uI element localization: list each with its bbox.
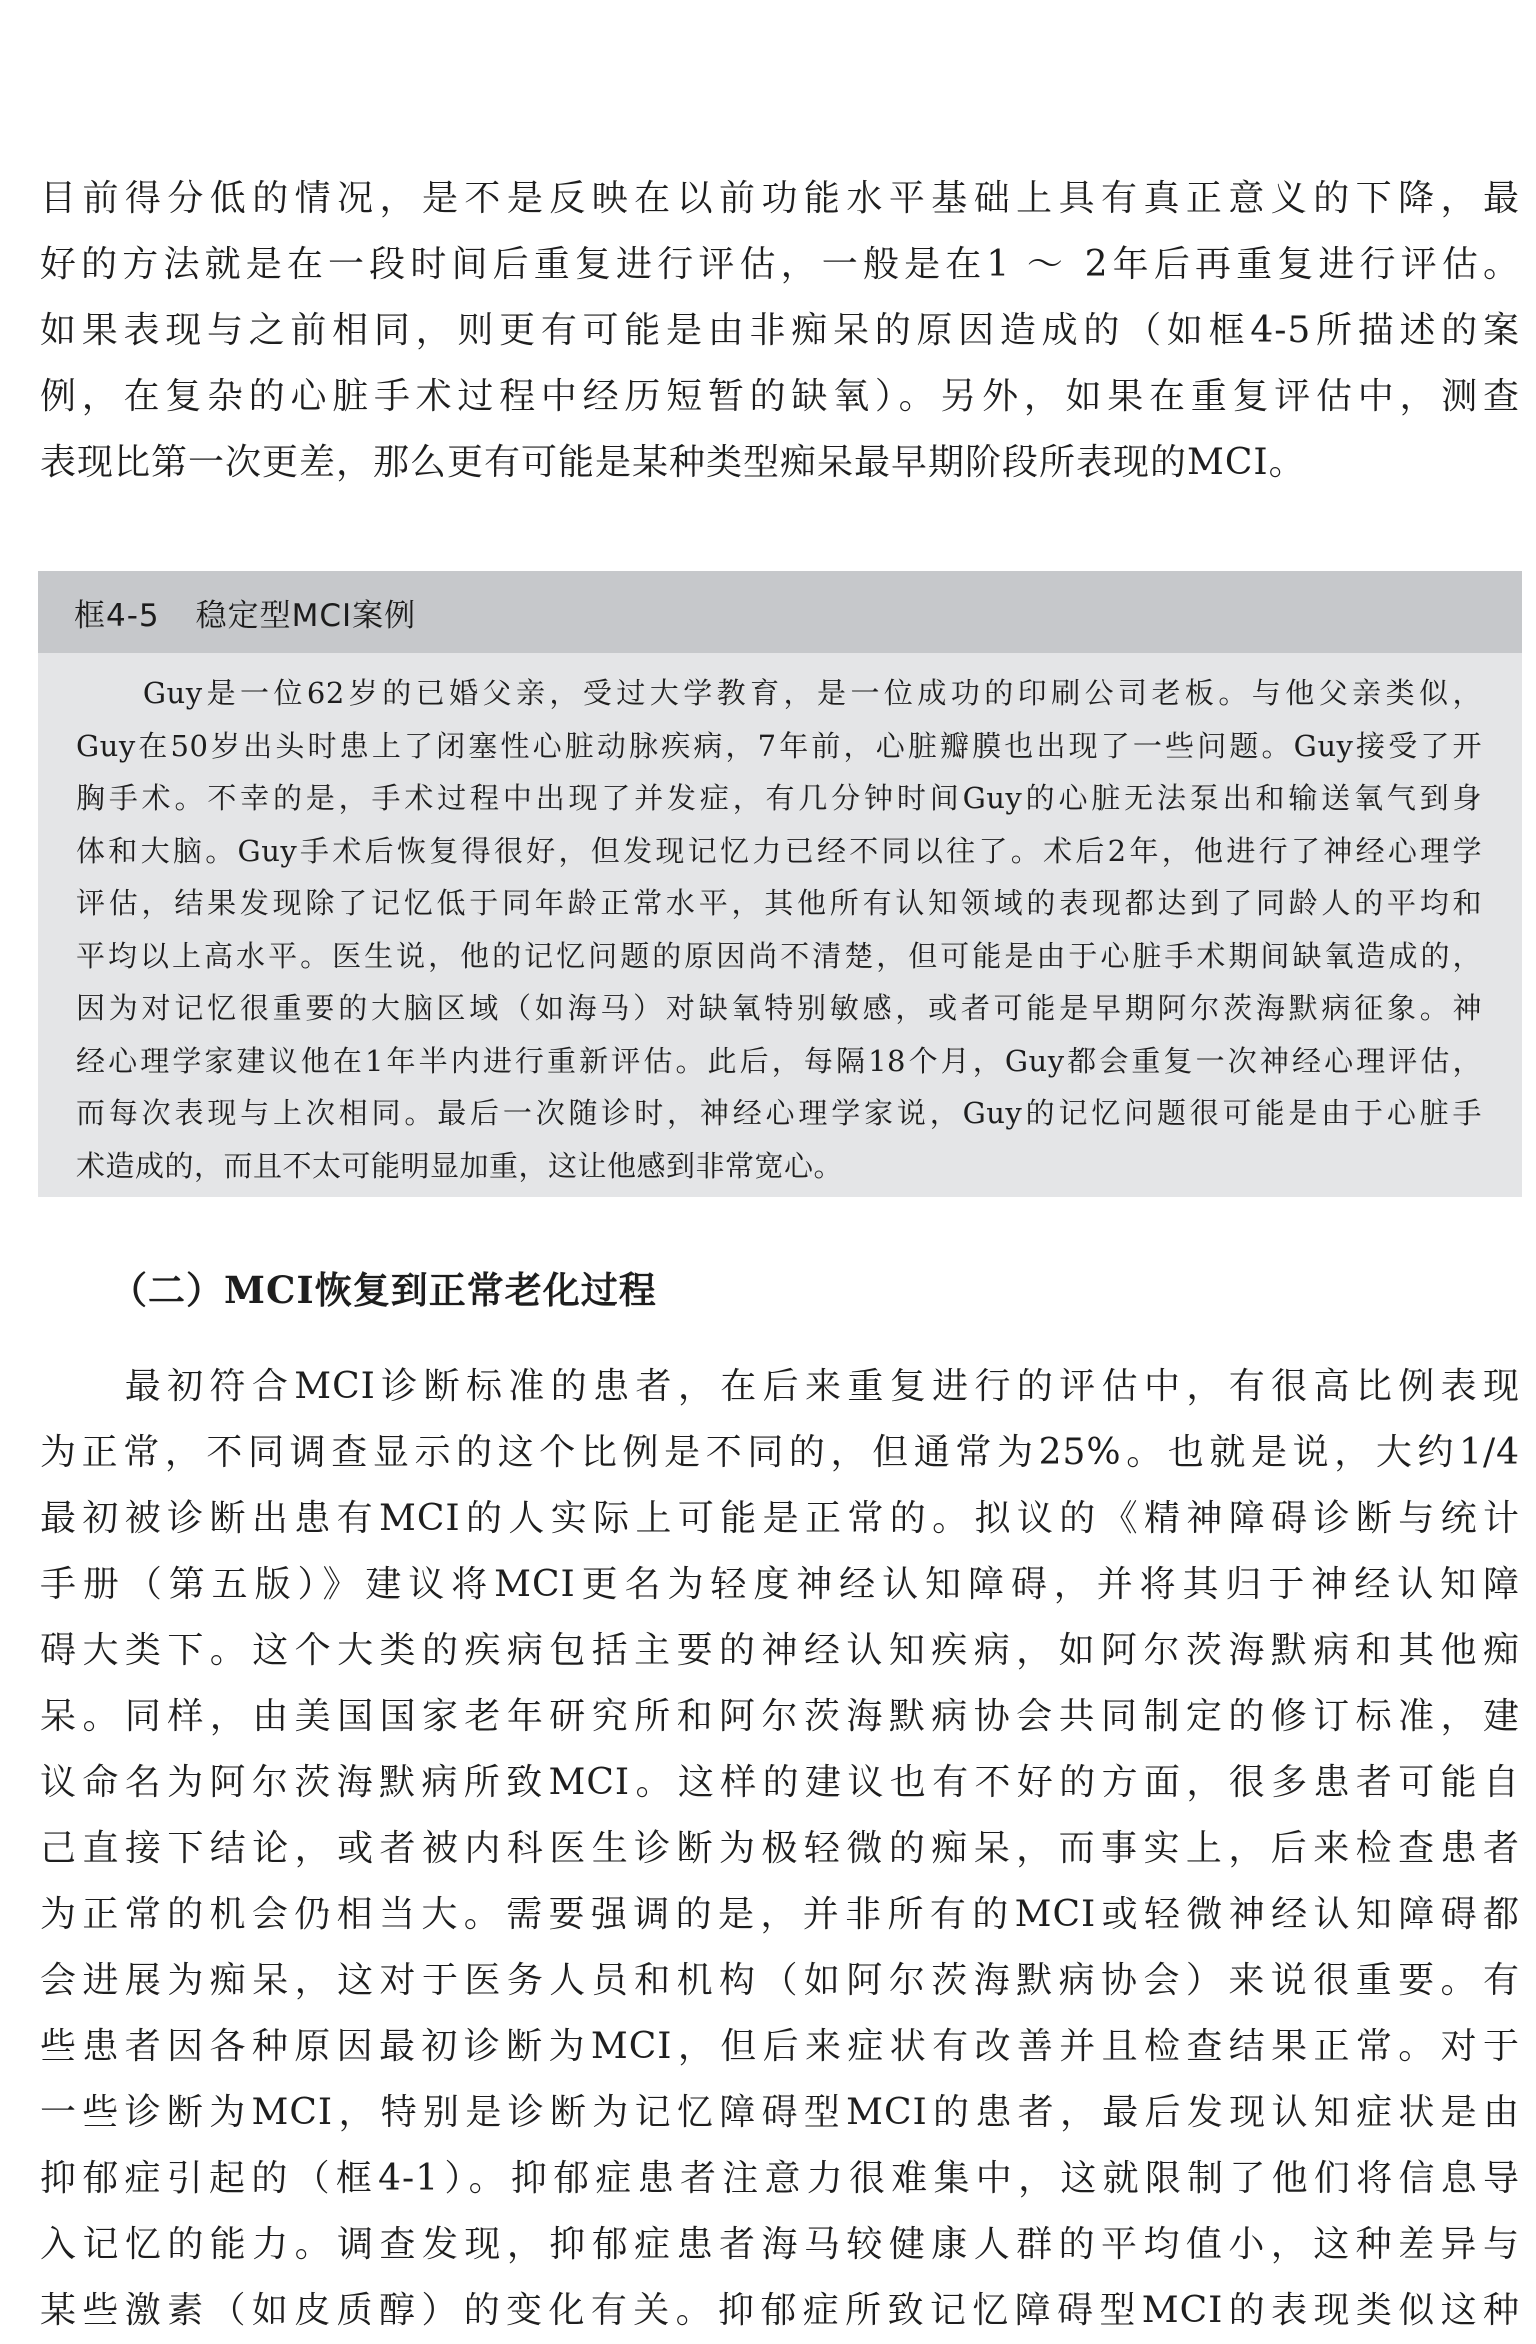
paragraph-line: 目前得分低的情况，是不是反映在以前功能水平基础上具有真正意义的下降，最 <box>40 178 1520 219</box>
case-box-line: 经心理学家建议他在1年半内进行重新评估。此后，每隔18个月，Guy都会重复一次神经心理评估， <box>76 1043 1482 1078</box>
paragraph-top <box>40 166 1520 496</box>
paragraph-line: 表现比第一次更差，那么更有可能是某种类型痴呆最早期阶段所表现的MCI。 <box>40 442 1306 483</box>
paragraph-line: 己直接下结论，或者被内科医生诊断为极轻微的痴呆，而事实上，后来检查患者 <box>40 1828 1520 1869</box>
paragraph-bottom <box>40 1354 1520 2344</box>
paragraph-line: 呆。同样，由美国国家老年研究所和阿尔茨海默病协会共同制定的修订标准，建 <box>40 1696 1520 1737</box>
paragraph-line: 一些诊断为MCI，特别是诊断为记忆障碍型MCI的患者，最后发现认知症状是由 <box>40 2092 1520 2133</box>
case-box-line: 评估，结果发现除了记忆低于同年龄正常水平，其他所有认知领域的表现都达到了同龄人的平均和 <box>76 886 1482 920</box>
paragraph-line: 议命名为阿尔茨海默病所致MCI。这样的建议也有不好的方面，很多患者可能自 <box>40 1762 1520 1803</box>
case-box <box>38 571 1522 1197</box>
case-box-number: 框4-5 <box>74 597 160 634</box>
paragraph-line: 为正常的机会仍相当大。需要强调的是，并非所有的MCI或轻微神经认知障碍都 <box>40 1894 1520 1935</box>
case-box-title: 稳定型MCI案例 <box>195 597 417 634</box>
case-box-header <box>38 571 1522 653</box>
case-box-line: 平均以上高水平。医生说，他的记忆问题的原因尚不清楚，但可能是由于心脏手术期间缺氧造成的， <box>76 938 1482 973</box>
case-box-line: 术造成的，而且不太可能明显加重，这让他感到非常宽心。 <box>76 1148 844 1183</box>
case-box-line: 而每次表现与上次相同。最后一次随诊时，神经心理学家说，Guy的记忆问题很可能是由于心脏手 <box>76 1096 1482 1130</box>
paragraph-line: 最初符合MCI诊断标准的患者，在后来重复进行的评估中，有很高比例表现 <box>40 1366 1520 1407</box>
section-heading: （二）MCI恢复到正常老化过程 <box>110 1268 657 1312</box>
paragraph-line: 碍大类下。这个大类的疾病包括主要的神经认知疾病，如阿尔茨海默病和其他痴 <box>40 1630 1520 1671</box>
case-box-line: 胸手术。不幸的是，手术过程中出现了并发症，有几分钟时间Guy的心脏无法泵出和输送氧气到身 <box>76 781 1482 815</box>
paragraph-line: 为正常，不同调查显示的这个比例是不同的，但通常为25%。也就是说，大约1/4 <box>40 1432 1520 1473</box>
case-box-line: 因为对记忆很重要的大脑区域（如海马）对缺氧特别敏感，或者可能是早期阿尔茨海默病征象。神 <box>76 991 1482 1025</box>
paragraph-line: 手册（第五版）》建议将MCI更名为轻度神经认知障碍，并将其归于神经认知障 <box>40 1564 1520 1605</box>
paragraph-line: 某些激素（如皮质醇）的变化有关。抑郁症所致记忆障碍型MCI的表现类似这种 <box>40 2290 1520 2331</box>
paragraph-line: 会进展为痴呆，这对于医务人员和机构（如阿尔茨海默病协会）来说很重要。有 <box>40 1960 1520 2001</box>
paragraph-line: 些患者因各种原因最初诊断为MCI，但后来症状有改善并且检查结果正常。对于 <box>40 2026 1520 2067</box>
paragraph-line: 好的方法就是在一段时间后重复进行评估，一般是在1 ～ 2年后再重复进行评估。 <box>40 244 1520 285</box>
case-box-line: Guy是一位62岁的已婚父亲，受过大学教育，是一位成功的印刷公司老板。与他父亲类似， <box>76 676 1482 710</box>
case-box-body <box>38 653 1522 1192</box>
paragraph-line: 例，在复杂的心脏手术过程中经历短暂的缺氧）。另外，如果在重复评估中，测查 <box>40 376 1520 417</box>
paragraph-line: 入记忆的能力。调查发现，抑郁症患者海马较健康人群的平均值小，这种差异与 <box>40 2224 1520 2265</box>
paragraph-line: 最初被诊断出患有MCI的人实际上可能是正常的。拟议的《精神障碍诊断与统计 <box>40 1498 1520 1539</box>
paragraph-line: 如果表现与之前相同，则更有可能是由非痴呆的原因造成的（如框4-5所描述的案 <box>40 310 1520 351</box>
case-box-line: 体和大脑。Guy手术后恢复得很好，但发现记忆力已经不同以往了。术后2年，他进行了神经心理学 <box>76 833 1482 868</box>
paragraph-line: 抑郁症引起的（框4-1）。抑郁症患者注意力很难集中，这就限制了他们将信息导 <box>40 2158 1520 2199</box>
case-box-line: Guy在50岁出头时患上了闭塞性心脏动脉疾病，7年前，心脏瓣膜也出现了一些问题。Guy接受了开 <box>76 728 1482 763</box>
